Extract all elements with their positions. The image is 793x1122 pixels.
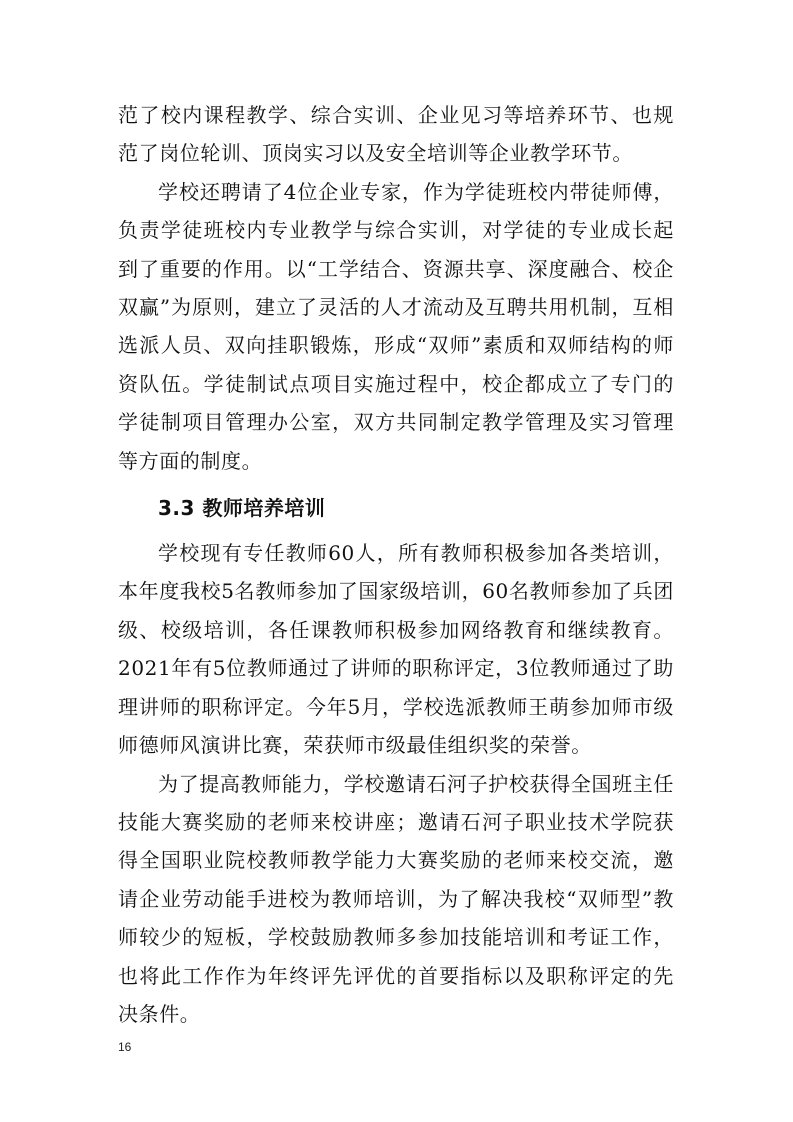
section-heading: 3.3 教师培养培训	[158, 496, 326, 521]
page-number: 16	[118, 1040, 132, 1054]
paragraph-teacher-training: 学校现有专任教师60人，所有教师积极参加各类培训，本年度我校5名教师参加了国家级培训，60名教师参加了兵团级、校级培训，各任课教师积极参加网络教育和继续教育。2021年有5位教师通过了讲师的职称评定，3位教师通过了助理讲师的职称评定。今年5月，学校选派教师王萌参加师市级师德师风演讲比赛，荣获师市级最佳组织奖的荣誉。	[118, 541, 674, 758]
paragraph-enterprise-experts: 学校还聘请了4位企业专家，作为学徒班校内带徒师傅，负责学徒班校内专业教学与综合实训，对学徒的专业成长起到了重要的作用。以“工学结合、资源共享、深度融合、校企双赢”为原则，建立了灵活的人才流动及互聘共用机制，互相选派人员、双向挂职锻炼，形成“双师”素质和双师结构的师资队伍。学徒制试点项目实施过程中，校企都成立了专门的学徒制项目管理办公室，双方共同制定教学管理及实习管理等方面的制度。	[118, 179, 674, 473]
paragraph-teacher-ability: 为了提高教师能力，学校邀请石河子护校获得全国班主任技能大赛奖励的老师来校讲座；邀请石河子职业技术学院获得全国职业院校教师教学能力大赛奖励的老师来校交流，邀请企业劳动能手进校为教师培训，为了解决我校“双师型”教师较少的短板，学校鼓励教师多参加技能培训和考证工作，也将此工作作为年终评先评优的首要指标以及职称评定的先决条件。	[118, 771, 674, 1026]
paragraph-continuation: 范了校内课程教学、综合实训、企业见习等培养环节、也规范了岗位轮训、顶岗实习以及安全培训等企业教学环节。	[118, 103, 674, 166]
document-body	[118, 96, 674, 1033]
